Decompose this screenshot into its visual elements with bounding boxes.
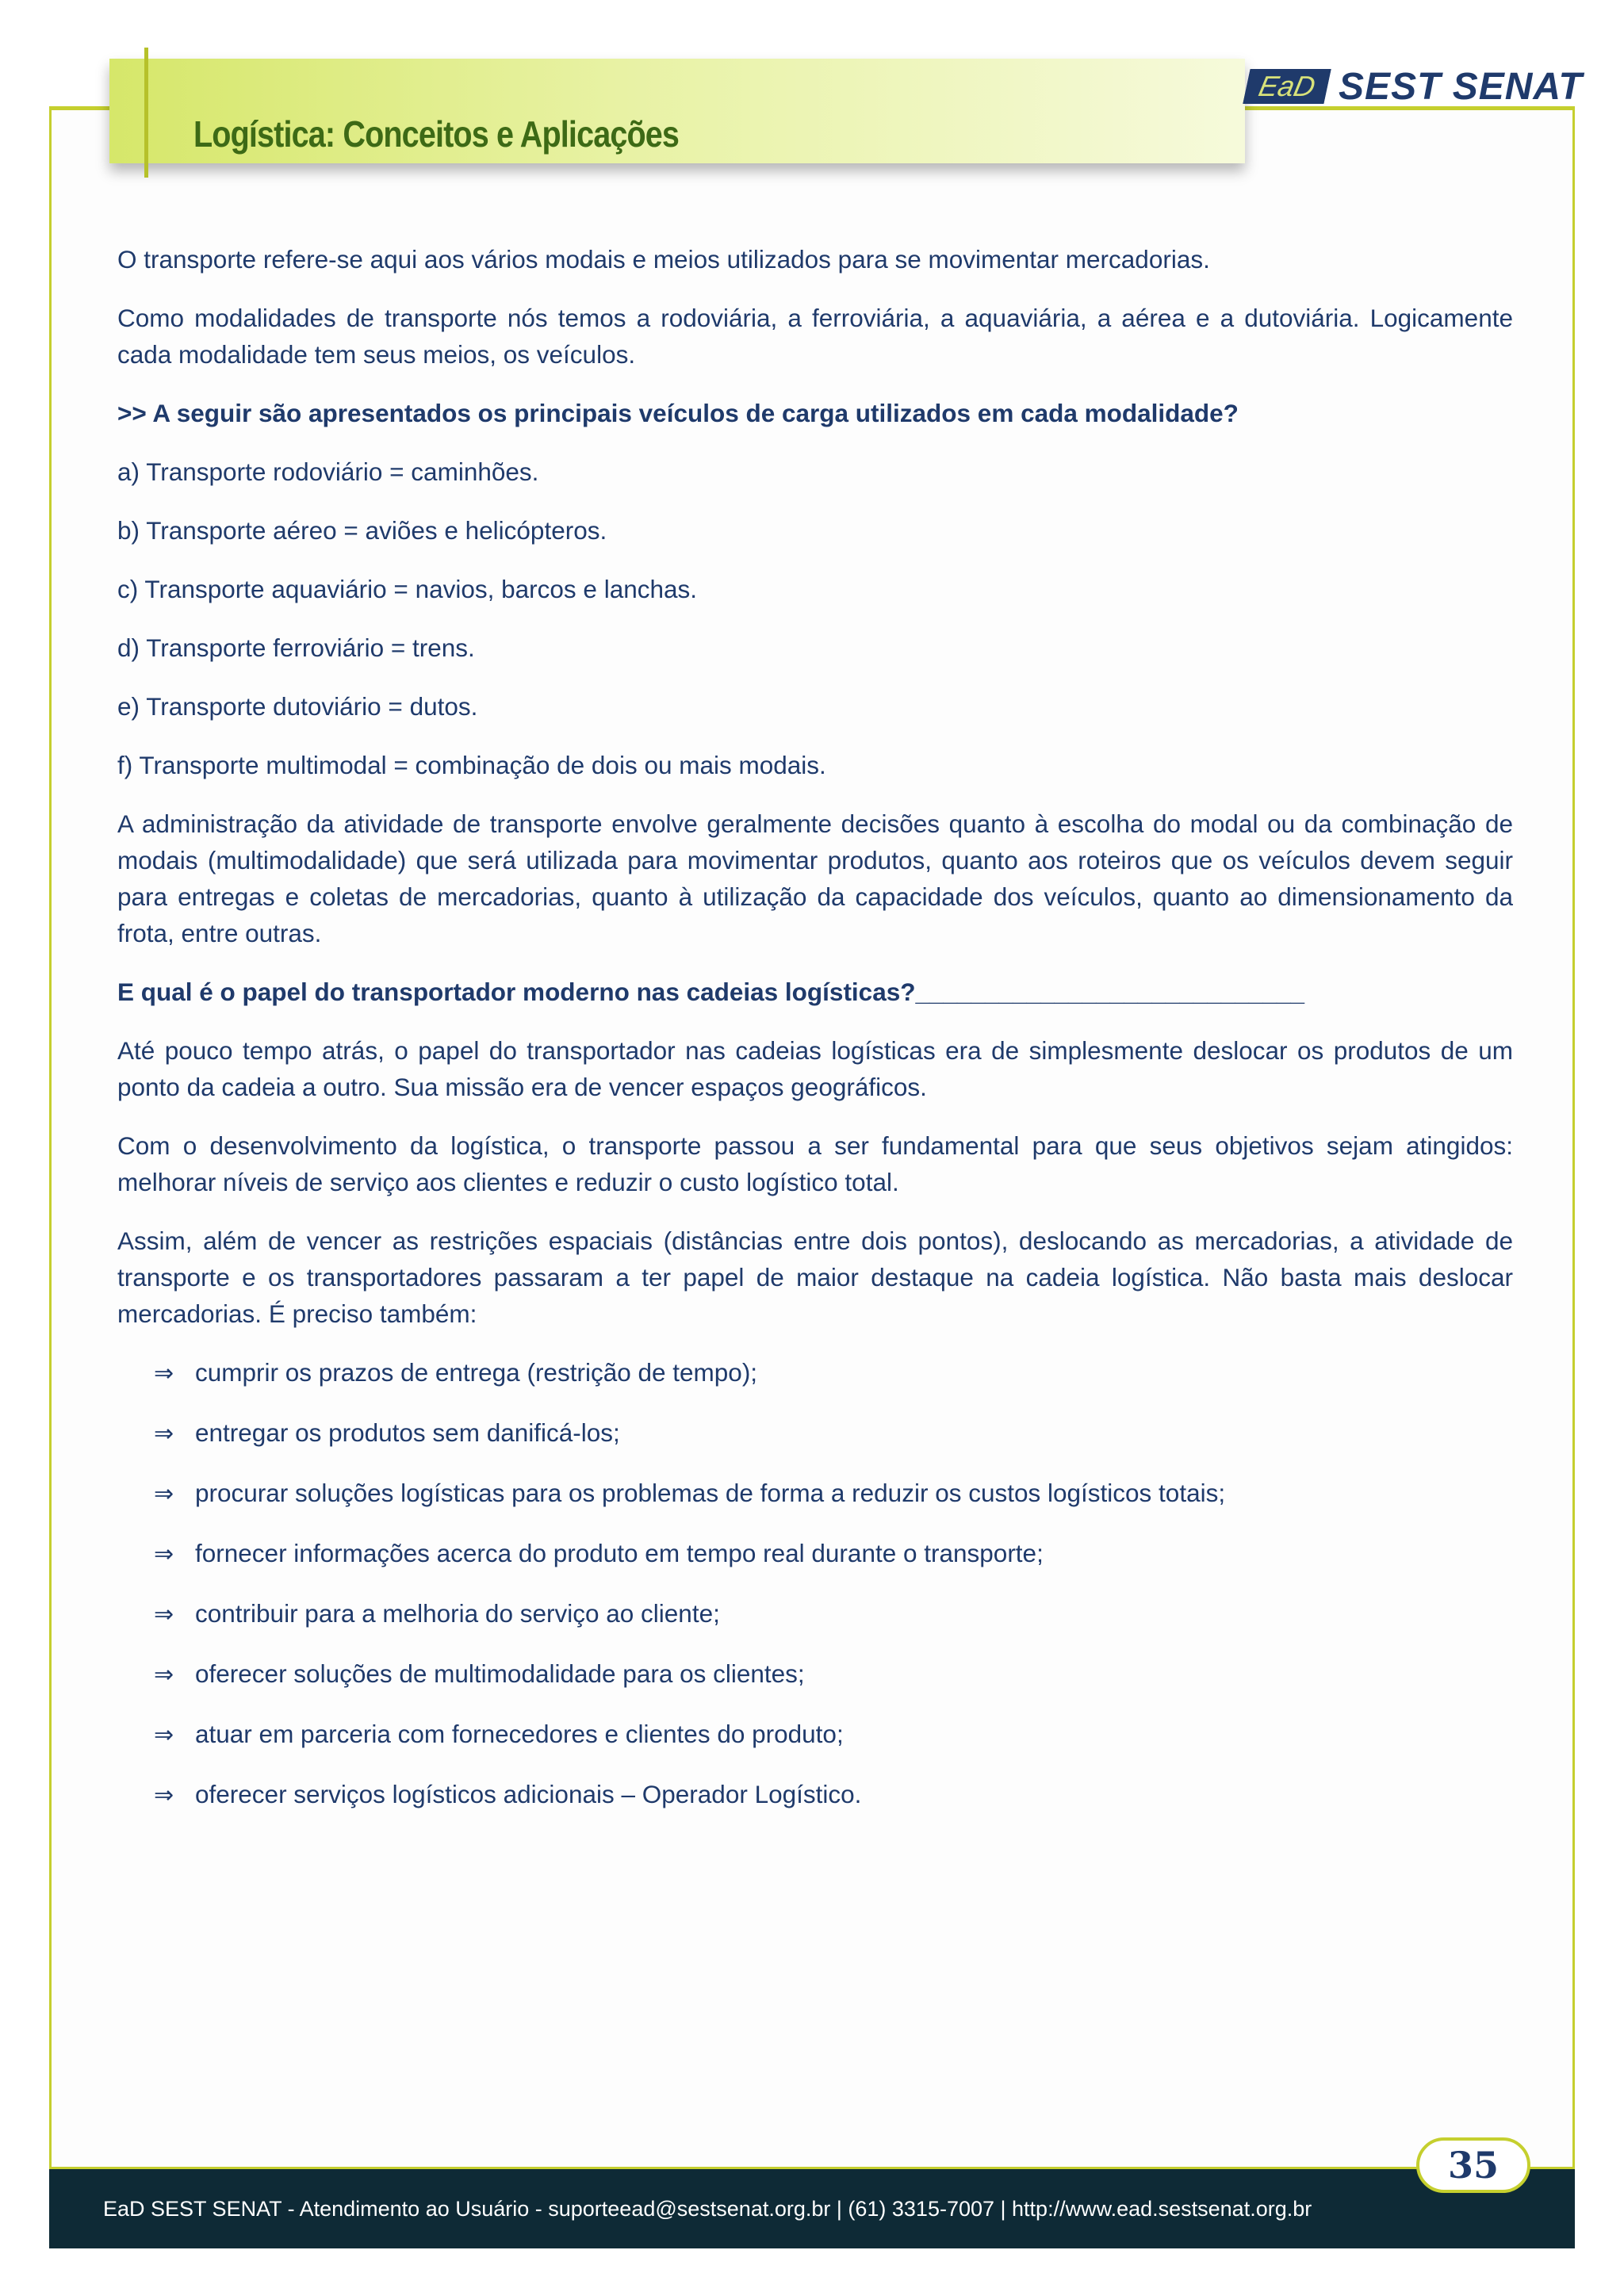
page-number-badge: 35 xyxy=(1416,2137,1530,2193)
paragraph-administracao: A administração da atividade de transporte envolve geralmente decisões quanto à escolha do modal ou da combinação de modais (multimodalidade) que será utilizada para movimentar produtos, quanto aos roteiros que os veículos devem seguir para entregas e coletas de mercadorias, quanto à utilização da capacidade dos veículos, quanto ao dimensionamento da frota, entre outras. xyxy=(117,809,1513,947)
paragraph-assim: Assim, além de vencer as restrições espaciais (distâncias entre dois pontos), deslocando as mercadorias, a atividade de transporte e os transportadores passaram a ter papel de maior destaque na cadeia logística. Não basta mais deslocar mercadorias. É preciso também: xyxy=(117,1226,1513,1328)
logo-wordmark: SEST SENAT xyxy=(1339,65,1583,108)
arrow-icon: ⇒ xyxy=(154,1722,174,1748)
logo-ead-badge: EaD xyxy=(1243,69,1331,104)
arrow-icon: ⇒ xyxy=(154,1360,174,1387)
paragraph-intro: O transporte refere-se aqui aos vários modais e meios utilizados para se movimentar mercadorias. xyxy=(117,245,1210,274)
footer-contact-text: EaD SEST SENAT - Atendimento ao Usuário - suporteead@sestsenat.org.br | (61) 3315-7007 | http://www.ead.sestsenat.org.br xyxy=(103,2196,1312,2221)
arrow-icon: ⇒ xyxy=(154,1782,174,1808)
title-banner xyxy=(109,59,1245,163)
main-content xyxy=(117,241,1513,1836)
list-item-modal: d) Transporte ferroviário = trens. xyxy=(117,633,475,662)
title-accent-line xyxy=(144,48,148,178)
list-item: ⇒ contribuir para a melhoria do serviço ao cliente; xyxy=(117,1595,1513,1633)
page-title: Logística: Conceitos e Aplicações xyxy=(193,113,680,155)
paragraph-ate-pouco: Até pouco tempo atrás, o papel do transportador nas cadeias logísticas era de simplesmente deslocar os produtos de um ponto da cadeia a outro. Sua missão era de vencer espaços geográficos. xyxy=(117,1036,1513,1101)
list-item: ⇒ cumprir os prazos de entrega (restrição de tempo); xyxy=(117,1354,1513,1392)
paragraph-desenvolvimento: Com o desenvolvimento da logística, o transporte passou a ser fundamental para que seus objetivos sejam atingidos: melhorar níveis de serviço aos clientes e reduzir o custo logístico total. xyxy=(117,1131,1513,1196)
question-papel: E qual é o papel do transportador moderno nas cadeias logísticas?____________________________ xyxy=(117,978,1305,1006)
list-item: ⇒ oferecer serviços logísticos adicionais – Operador Logístico. xyxy=(117,1776,1513,1814)
arrow-icon: ⇒ xyxy=(154,1421,174,1447)
sest-senat-logo xyxy=(1247,67,1583,106)
question-veiculos: >> A seguir são apresentados os principais veículos de carga utilizados em cada modalidade? xyxy=(117,399,1239,427)
arrow-icon: ⇒ xyxy=(154,1481,174,1507)
list-item-modal: a) Transporte rodoviário = caminhões. xyxy=(117,457,539,486)
list-item-modal: b) Transporte aéreo = aviões e helicópteros. xyxy=(117,516,607,545)
list-item: ⇒ oferecer soluções de multimodalidade para os clientes; xyxy=(117,1655,1513,1693)
list-item: ⇒ procurar soluções logísticas para os problemas de forma a reduzir os custos logísticos totais; xyxy=(117,1475,1513,1513)
list-item-modal: e) Transporte dutoviário = dutos. xyxy=(117,692,478,721)
list-item-modal: c) Transporte aquaviário = navios, barcos e lanchas. xyxy=(117,575,698,603)
list-item: ⇒ atuar em parceria com fornecedores e clientes do produto; xyxy=(117,1716,1513,1754)
list-item: ⇒ entregar os produtos sem danificá-los; xyxy=(117,1414,1513,1452)
arrow-icon: ⇒ xyxy=(154,1541,174,1567)
footer-bar xyxy=(49,2169,1575,2248)
list-item-modal: f) Transporte multimodal = combinação de dois ou mais modais. xyxy=(117,751,826,779)
arrow-icon: ⇒ xyxy=(154,1662,174,1688)
bullet-list xyxy=(117,1354,1513,1814)
list-item: ⇒ fornecer informações acerca do produto em tempo real durante o transporte; xyxy=(117,1535,1513,1573)
paragraph-modalidades: Como modalidades de transporte nós temos a rodoviária, a ferroviária, a aquaviária, a aérea e a dutoviária. Logicamente cada modalidade tem seus meios, os veículos. xyxy=(117,304,1513,369)
arrow-icon: ⇒ xyxy=(154,1601,174,1628)
